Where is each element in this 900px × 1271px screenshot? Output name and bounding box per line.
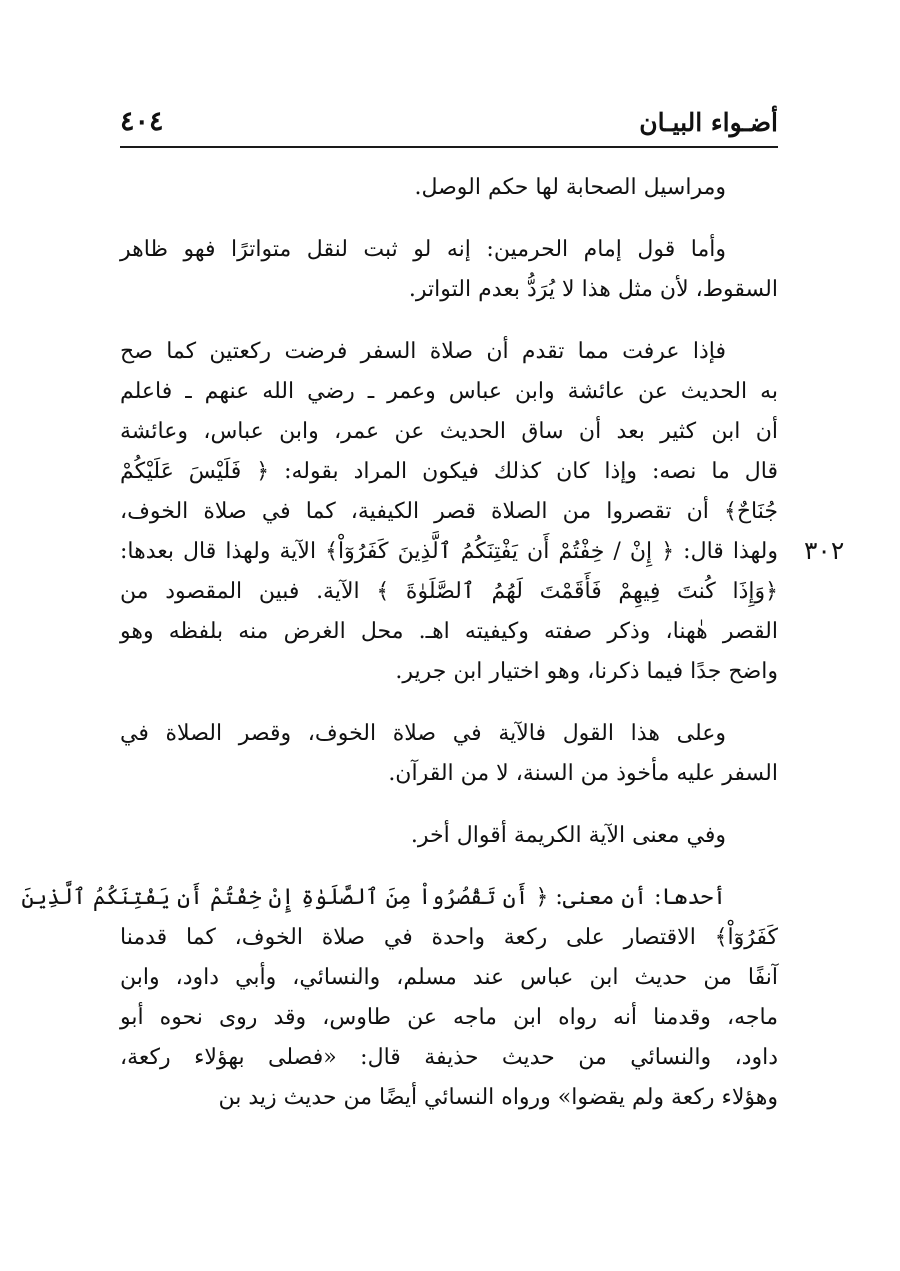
page-number: ٤٠٤ xyxy=(120,106,164,137)
text-line: فإذا عرفت مما تقدم أن صلاة السفر فرضت ركعتين كما صح xyxy=(120,339,726,364)
paragraph xyxy=(120,332,778,692)
text-line: القصر هٰهنا، وذكر صفته وكيفيته اهـ. محل الغرض منه بلفظه وهو xyxy=(120,619,778,644)
text-line: وفي معنى الآية الكريمة أقوال أخر. xyxy=(410,823,726,848)
text-line: به الحديث عن عائشة وابن عباس وعمر ـ رضي الله عنهم ـ فاعلم xyxy=(120,379,778,404)
text-line: ومراسيل الصحابة لها حكم الوصل. xyxy=(414,175,726,200)
text-line: السفر عليه مأخوذ من السنة، لا من القرآن. xyxy=(388,761,778,786)
text-line: السقوط، لأن مثل هذا لا يُرَدُّ بعدم التواتر. xyxy=(408,277,778,302)
text-line: آنفًا من حديث ابن عباس عند مسلم، والنسائي، وأبي داود، وابن xyxy=(120,965,778,990)
paragraph xyxy=(120,168,778,208)
text-line: واضح جدًا فيما ذكرنا، وهو اختيار ابن جرير. xyxy=(395,659,778,684)
text-line: أن ابن كثير بعد أن ساق الحديث عن عمر، وابن عباس، وعائشة xyxy=(120,419,778,444)
text-line: ولهذا قال: ﴿ إِنْ / خِفْتُمْ أَن يَفْتِنَكُمُ ٱلَّذِينَ كَفَرُوٓاْ﴾ الآية ولهذا قال بعدها: xyxy=(120,539,778,564)
text-line: وأما قول إمام الحرمين: إنه لو ثبت لنقل متواترًا فهو ظاهر xyxy=(120,237,726,262)
body-text xyxy=(21,168,778,1140)
paragraph xyxy=(120,816,778,856)
paragraph xyxy=(120,714,778,794)
text-line: وعلى هذا القول فالآية في صلاة الخوف، وقصر الصلاة في xyxy=(120,721,726,746)
paragraph xyxy=(21,878,778,1118)
text-line: جُنَاحٌ﴾ أن تقصروا من الصلاة قصر الكيفية، كما في صلاة الخوف، xyxy=(120,499,778,524)
text-line: داود، والنسائي من حديث حذيفة قال: «فصلى بهؤلاء ركعة، xyxy=(120,1045,778,1070)
margin-page-reference: ٣٠٢ xyxy=(804,536,845,565)
text-line: قال ما نصه: وإذا كان كذلك فيكون المراد بقوله: ﴿ فَلَيْسَ عَلَيْكُمْ xyxy=(120,459,778,484)
page-header xyxy=(120,102,778,148)
paragraph xyxy=(120,230,778,310)
text-line: أحدها: أن معنى: ﴿ أَن تَقْصُرُواْ مِنَ ٱلصَّلَوٰةِ إِنْ خِفْتُمْ أَن يَفْتِنَكُمُ ٱلَّذِينَ xyxy=(21,885,726,910)
running-title: أضـواء البيـان xyxy=(639,108,778,137)
text-line: ماجه، وقدمنا أنه رواه ابن ماجه عن طاوس، وقد روى نحوه أبو xyxy=(120,1005,778,1030)
text-line: كَفَرُوٓاْ﴾ الاقتصار على ركعة واحدة في صلاة الخوف، كما قدمنا xyxy=(120,925,778,950)
text-line: وهؤلاء ركعة ولم يقضوا» ورواه النسائي أيضًا من حديث زيد بن xyxy=(218,1085,778,1110)
text-line: ﴿وَإِذَا كُنتَ فِيهِمْ فَأَقَمْتَ لَهُمُ ٱلصَّلَوٰةَ ﴾ الآية. فبين المقصود من xyxy=(120,579,778,604)
